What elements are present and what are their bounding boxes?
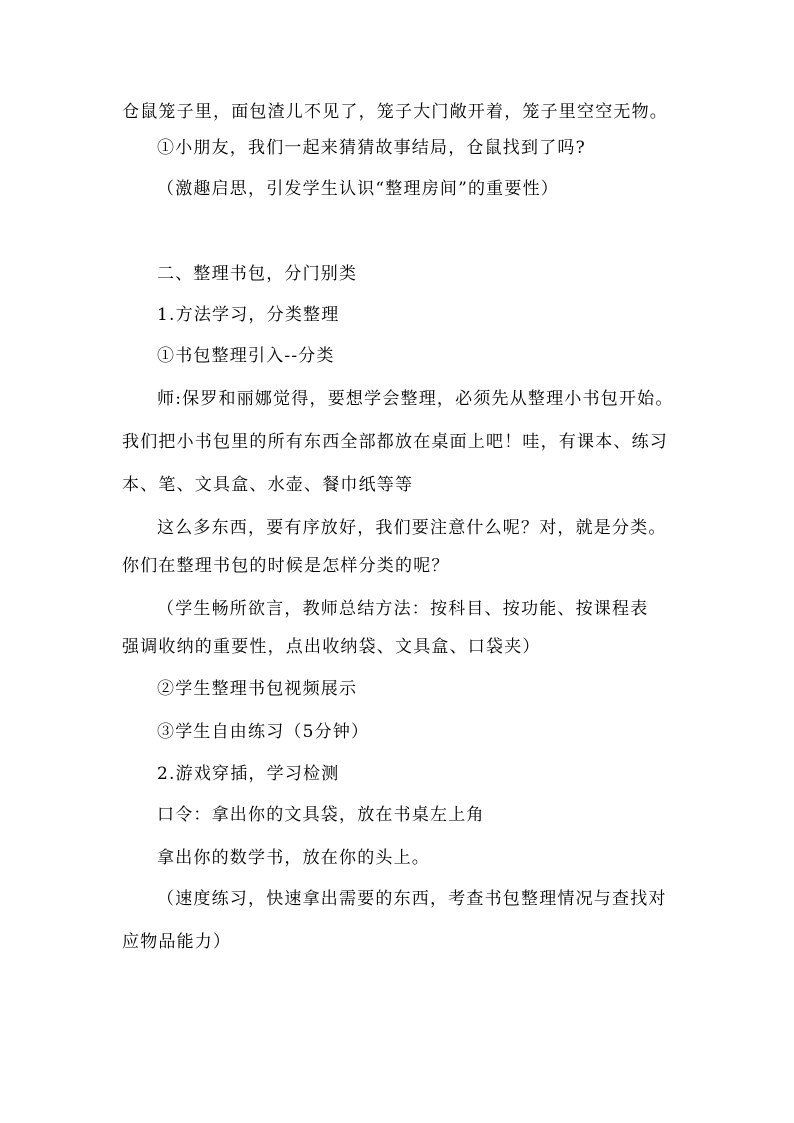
teaching-note: 强调收纳的重要性，点出收纳袋、文具盒、口袋夹） — [122, 637, 541, 657]
subsection-heading: 1.方法学习，分类整理 — [157, 305, 340, 325]
step-item: ③学生自由练习（5分钟） — [157, 722, 370, 742]
body-text-line: 本、笔、文具盒、水壶、餐巾纸等等 — [122, 475, 414, 495]
step-item: ①书包整理引入--分类 — [157, 346, 335, 366]
body-text-line: 你们在整理书包的时候是怎样分类的呢？ — [122, 556, 450, 576]
body-text-line: 口令：拿出你的文具袋，放在书桌左上角 — [157, 805, 485, 825]
body-text-line: 我们把小书包里的所有东西全部都放在桌面上吧！哇，有课本、练习 — [122, 432, 668, 452]
teaching-note: （速度练习，快速拿出需要的东西，考查书包整理情况与查找对 — [157, 889, 667, 909]
body-text-line: 拿出你的数学书，放在你的头上。 — [157, 848, 430, 868]
question-item: ①小朋友，我们一起来猜猜故事结局，仓鼠找到了吗? — [157, 138, 586, 158]
teaching-note: （激趣启思，引发学生认识“整理房间”的重要性） — [157, 179, 559, 199]
section-heading: 二、整理书包，分门别类 — [157, 264, 358, 284]
body-text-line: 仓鼠笼子里，面包渣儿不见了，笼子大门敞开着，笼子里空空无物。 — [122, 102, 668, 122]
teaching-note: （学生畅所欲言，教师总结方法：按科目、按功能、按课程表 — [157, 599, 649, 619]
body-text-line: 师:保罗和丽娜觉得，要想学会整理，必须先从整理小书包开始。 — [157, 389, 674, 409]
body-text-line: 这么多东西，要有序放好，我们要注意什么呢？对，就是分类。 — [157, 518, 667, 538]
subsection-heading: 2.游戏穿插，学习检测 — [157, 764, 340, 784]
step-item: ②学生整理书包视频展示 — [157, 679, 358, 699]
teaching-note: 应物品能力） — [122, 932, 232, 952]
